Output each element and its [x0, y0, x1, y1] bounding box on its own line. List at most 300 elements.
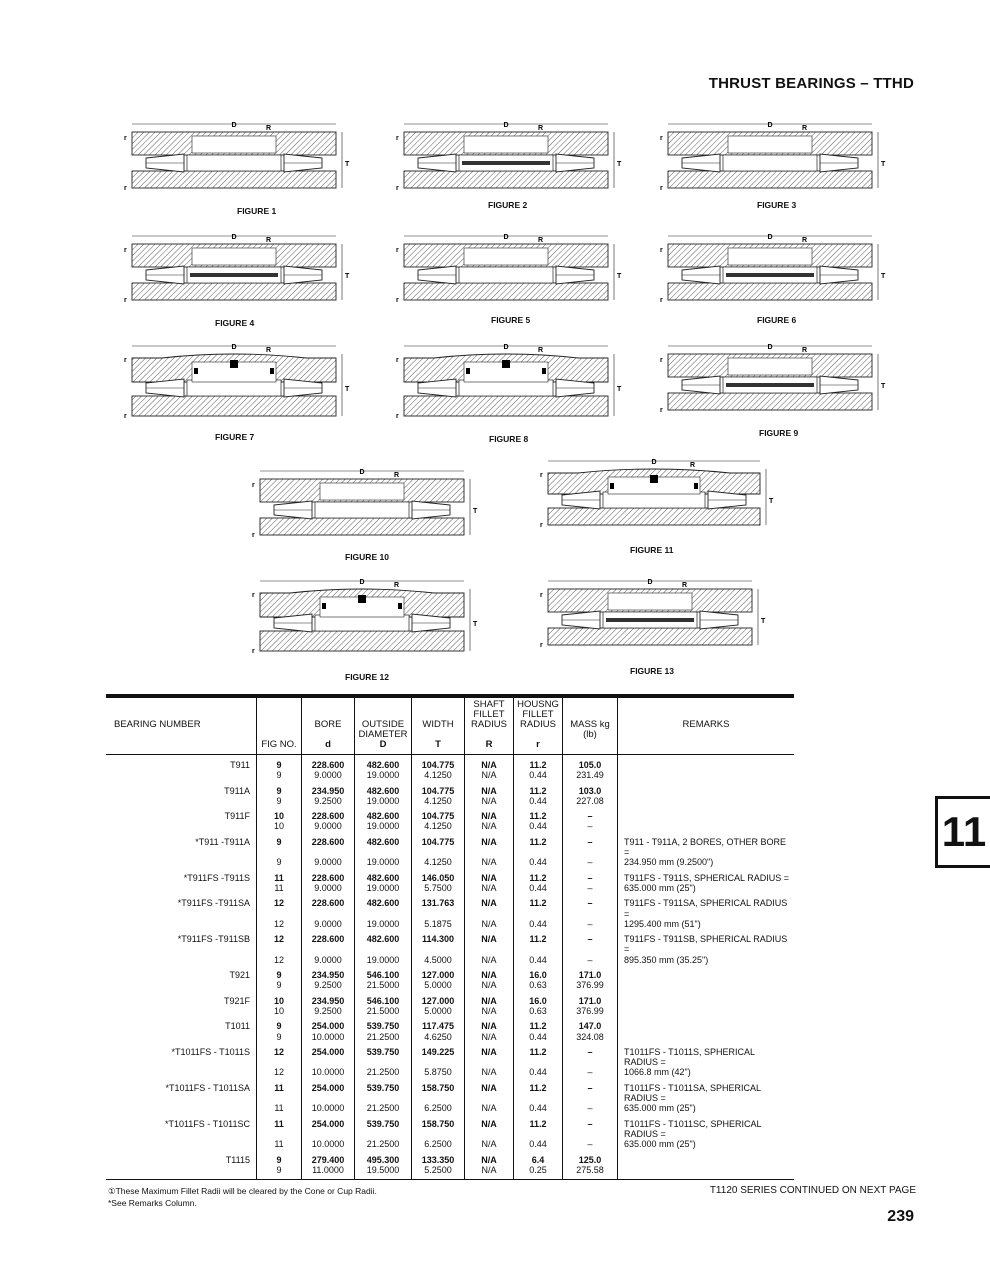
- svg-text:D: D: [503, 234, 509, 241]
- table-cell: 12: [257, 893, 302, 919]
- table-cell: N/A: [465, 796, 514, 806]
- bearing-figure-6: [654, 230, 886, 312]
- table-row-inch: [106, 821, 794, 831]
- table-cell: T921F: [223, 995, 250, 1006]
- svg-text:r: r: [124, 413, 127, 420]
- table-cell: 105.0: [563, 755, 618, 771]
- table-cell: 9: [257, 832, 302, 858]
- table-cell: T1011FS - T1011SC, SPHERICAL RADIUS =: [618, 1114, 795, 1140]
- bearing-drawing: [534, 455, 774, 537]
- figure-caption: FIGURE 6: [757, 315, 797, 325]
- table-cell: 1066.8 mm (42"): [618, 1067, 795, 1077]
- table-cell: 11.2: [514, 929, 563, 955]
- table-cell: 10: [257, 991, 302, 1006]
- table-cell: 21.2500: [355, 1067, 412, 1077]
- bearing-drawing: [118, 230, 350, 312]
- table-cell: 9.2500: [302, 1006, 355, 1016]
- table-cell: 0.63: [514, 980, 563, 990]
- table-cell: N/A: [465, 832, 514, 858]
- table-row: [106, 832, 794, 858]
- col-remarks: [618, 698, 795, 755]
- table-cell: 127.000: [412, 991, 465, 1006]
- table-cell: N/A: [465, 965, 514, 980]
- table-cell: N/A: [465, 781, 514, 796]
- table-cell: 228.600: [302, 806, 355, 821]
- table-cell: 546.100: [355, 965, 412, 980]
- table-cell: [106, 1139, 257, 1149]
- table-cell: 11: [257, 868, 302, 883]
- table-cell: T1011FS - T1011SA, SPHERICAL RADIUS =: [618, 1078, 795, 1104]
- table-cell: N/A: [465, 1139, 514, 1149]
- svg-text:r: r: [660, 407, 663, 414]
- table-cell: 9.0000: [302, 821, 355, 831]
- table-cell: N/A: [465, 806, 514, 821]
- svg-text:r: r: [124, 247, 127, 254]
- table-cell: 376.99: [563, 1006, 618, 1016]
- table-cell: *T1011FS - T1011S: [171, 1046, 250, 1057]
- table-cell: –: [563, 883, 618, 893]
- table-cell: T911F: [224, 811, 250, 822]
- bearing-figure-2: [390, 118, 622, 200]
- svg-text:T: T: [345, 273, 350, 280]
- table-cell: [618, 770, 795, 780]
- table-cell: [618, 806, 795, 821]
- table-cell: *T911FS -T911SA: [177, 898, 250, 909]
- table-cell: –: [563, 821, 618, 831]
- table-cell: N/A: [465, 1042, 514, 1068]
- table-cell: [106, 919, 257, 929]
- table-cell: 104.775: [412, 781, 465, 796]
- table-cell: [618, 755, 795, 771]
- table-cell: 11: [257, 883, 302, 893]
- svg-text:r: r: [660, 357, 663, 364]
- table-cell: 4.1250: [412, 821, 465, 831]
- table-cell: [106, 821, 257, 831]
- bearing-drawing: [654, 230, 886, 312]
- table-cell: N/A: [465, 857, 514, 867]
- bearing-drawing: [390, 230, 622, 312]
- table-cell: 0.44: [514, 796, 563, 806]
- table-cell: N/A: [465, 1006, 514, 1016]
- table-cell: [618, 1006, 795, 1016]
- table-cell: 9.2500: [302, 980, 355, 990]
- bearing-drawing: [118, 118, 350, 200]
- table-cell: [106, 770, 257, 780]
- bearing-drawing: [390, 118, 622, 200]
- bearing-figure-10: [246, 465, 478, 547]
- table-cell: 11.2: [514, 806, 563, 821]
- table-cell: 12: [257, 955, 302, 965]
- table-cell: 146.050: [412, 868, 465, 883]
- table-cell: –: [563, 1042, 618, 1068]
- table-cell: 635.000 mm (25"): [618, 1103, 795, 1113]
- table-cell: 104.775: [412, 755, 465, 771]
- table-cell: –: [563, 1103, 618, 1113]
- table-cell: [618, 1150, 795, 1165]
- table-cell: 0.44: [514, 883, 563, 893]
- page-number: 239: [887, 1208, 914, 1225]
- table-cell: –: [563, 929, 618, 955]
- table-cell: 6.2500: [412, 1103, 465, 1113]
- table-cell: 495.300: [355, 1150, 412, 1165]
- svg-text:R: R: [682, 582, 688, 589]
- table-row: [106, 868, 794, 883]
- figure-caption: FIGURE 4: [215, 318, 255, 328]
- table-cell: –: [563, 1114, 618, 1140]
- table-row-inch: [106, 883, 794, 893]
- table-cell: 228.600: [302, 868, 355, 883]
- svg-text:r: r: [396, 357, 399, 364]
- table-row-inch: [106, 1103, 794, 1113]
- table-cell: 19.0000: [355, 883, 412, 893]
- table-cell: 254.000: [302, 1016, 355, 1031]
- footnote-fillet: ①These Maximum Fillet Radii will be cleared by the Cone or Cup Radii.: [108, 1186, 377, 1196]
- section-tab[interactable]: 11: [935, 796, 990, 868]
- table-cell: 0.44: [514, 857, 563, 867]
- table-cell: 0.44: [514, 1103, 563, 1113]
- table-cell: N/A: [465, 929, 514, 955]
- table-cell: 11: [257, 1114, 302, 1140]
- continued-note: T1120 SERIES CONTINUED ON NEXT PAGE: [709, 1185, 916, 1196]
- svg-text:T: T: [881, 273, 886, 280]
- table-cell: 228.600: [302, 832, 355, 858]
- svg-text:T: T: [761, 618, 766, 625]
- table-row: [106, 1078, 794, 1104]
- table-cell: 10: [257, 806, 302, 821]
- table-cell: –: [563, 1067, 618, 1077]
- table-row-inch: [106, 919, 794, 929]
- table-cell: 11.2: [514, 1114, 563, 1140]
- table-row-inch: [106, 980, 794, 990]
- table-cell: 6.4: [514, 1150, 563, 1165]
- table-cell: 9.0000: [302, 955, 355, 965]
- table-cell: –: [563, 1078, 618, 1104]
- table-cell: 234.950 mm (9.2500"): [618, 857, 795, 867]
- figure-caption: FIGURE 5: [491, 315, 531, 325]
- col-bore-symbol: d: [325, 739, 331, 750]
- table-cell: 9.2500: [302, 796, 355, 806]
- svg-text:R: R: [394, 472, 400, 479]
- table-cell: 1295.400 mm (51"): [618, 919, 795, 929]
- table-cell: *T911FS -T911SB: [177, 934, 250, 945]
- table-cell: 635.000 mm (25"): [618, 883, 795, 893]
- svg-text:T: T: [345, 386, 350, 393]
- table-cell: N/A: [465, 1067, 514, 1077]
- col-shaft: [465, 698, 514, 755]
- table-cell: 279.400: [302, 1150, 355, 1165]
- svg-text:T: T: [617, 161, 622, 168]
- table-cell: 482.600: [355, 781, 412, 796]
- table-cell: [618, 781, 795, 796]
- bearing-figure-9: [654, 340, 886, 422]
- table-cell: 104.775: [412, 806, 465, 821]
- table-cell: 5.0000: [412, 1006, 465, 1016]
- svg-text:D: D: [359, 469, 365, 476]
- table-cell: 234.950: [302, 991, 355, 1006]
- table-cell: 19.0000: [355, 821, 412, 831]
- col-width: [412, 698, 465, 755]
- table-row: [106, 1016, 794, 1031]
- svg-text:r: r: [252, 532, 255, 539]
- table-cell: –: [563, 868, 618, 883]
- table-cell: 12: [257, 929, 302, 955]
- table-cell: 5.8750: [412, 1067, 465, 1077]
- svg-text:D: D: [359, 579, 365, 586]
- table-cell: 9: [257, 755, 302, 771]
- col-shaft-symbol: R: [485, 739, 493, 750]
- table-cell: [106, 955, 257, 965]
- table-cell: 11.2: [514, 1078, 563, 1104]
- table-cell: 482.600: [355, 755, 412, 771]
- bearing-figure-13: [534, 575, 766, 657]
- svg-text:D: D: [647, 579, 653, 586]
- table-row-inch: [106, 1006, 794, 1016]
- col-od-label: OUTSIDE DIAMETER: [358, 719, 408, 740]
- table-cell: 131.763: [412, 893, 465, 919]
- table-cell: 19.0000: [355, 955, 412, 965]
- table-cell: *T911FS -T911S: [183, 872, 250, 883]
- table-cell: [106, 1067, 257, 1077]
- svg-text:T: T: [881, 383, 886, 390]
- table-cell: 0.44: [514, 919, 563, 929]
- table-row-inch: [106, 796, 794, 806]
- table-cell: 228.600: [302, 755, 355, 771]
- table-cell: [618, 965, 795, 980]
- figure-caption: FIGURE 11: [630, 545, 674, 555]
- table-cell: 19.0000: [355, 919, 412, 929]
- table-cell: 21.5000: [355, 980, 412, 990]
- table-cell: N/A: [465, 1103, 514, 1113]
- table-cell: 0.44: [514, 955, 563, 965]
- table-cell: 4.5000: [412, 955, 465, 965]
- table-cell: T1011FS - T1011S, SPHERICAL RADIUS =: [618, 1042, 795, 1068]
- svg-text:R: R: [538, 237, 544, 244]
- table-cell: 9: [257, 965, 302, 980]
- table-cell: 103.0: [563, 781, 618, 796]
- table-cell: N/A: [465, 1016, 514, 1031]
- bearing-figure-7: [118, 340, 350, 428]
- col-width-symbol: T: [435, 739, 441, 750]
- table-cell: 234.950: [302, 965, 355, 980]
- table-cell: 11.0000: [302, 1165, 355, 1180]
- col-mass-label: MASS kg (lb): [570, 719, 610, 740]
- table-cell: 104.775: [412, 832, 465, 858]
- table-cell: 0.44: [514, 821, 563, 831]
- table-cell: *T1011FS - T1011SA: [165, 1082, 250, 1093]
- table-cell: 9: [257, 796, 302, 806]
- col-fig: [257, 698, 302, 755]
- col-housing-label: HOUSNG FILLET RADIUS: [517, 699, 559, 730]
- table-cell: [618, 980, 795, 990]
- table-row: [106, 991, 794, 1006]
- svg-text:R: R: [266, 237, 272, 244]
- figure-caption: FIGURE 10: [345, 552, 389, 562]
- table-cell: *T911 -T911A: [195, 836, 250, 847]
- svg-text:T: T: [617, 273, 622, 280]
- table-cell: 0.44: [514, 770, 563, 780]
- table-cell: [618, 1032, 795, 1042]
- table-cell: 10.0000: [302, 1103, 355, 1113]
- table-cell: 9: [257, 770, 302, 780]
- table-cell: –: [563, 806, 618, 821]
- table-cell: 12: [257, 1067, 302, 1077]
- table-row: [106, 929, 794, 955]
- table-cell: 9.0000: [302, 857, 355, 867]
- table-cell: 11.2: [514, 893, 563, 919]
- bearing-drawing: [246, 465, 478, 547]
- table-cell: *T1011FS - T1011SC: [164, 1118, 250, 1129]
- footnote-remarks: *See Remarks Column.: [108, 1198, 197, 1208]
- svg-text:r: r: [124, 135, 127, 142]
- table-cell: 0.63: [514, 1006, 563, 1016]
- table-cell: 11.2: [514, 1042, 563, 1068]
- table-cell: 4.6250: [412, 1032, 465, 1042]
- figure-caption: FIGURE 8: [489, 434, 529, 444]
- svg-text:D: D: [231, 344, 237, 351]
- svg-text:D: D: [231, 122, 237, 129]
- table-cell: T911FS - T911S, SPHERICAL RADIUS =: [618, 868, 795, 883]
- table-cell: [106, 1103, 257, 1113]
- svg-text:R: R: [802, 347, 808, 354]
- table-cell: T1115: [225, 1154, 250, 1165]
- svg-text:T: T: [769, 498, 774, 505]
- table-cell: 21.2500: [355, 1103, 412, 1113]
- svg-text:r: r: [252, 592, 255, 599]
- page-title: THRUST BEARINGS – TTHD: [708, 75, 914, 92]
- svg-text:D: D: [767, 344, 773, 351]
- table-cell: 376.99: [563, 980, 618, 990]
- table-cell: N/A: [465, 755, 514, 771]
- table-cell: 9.0000: [302, 919, 355, 929]
- table-cell: 19.0000: [355, 770, 412, 780]
- col-housing: [514, 698, 563, 755]
- bearing-figure-5: [390, 230, 622, 312]
- table-cell: 227.08: [563, 796, 618, 806]
- table-cell: [106, 1165, 257, 1180]
- table-cell: 5.7500: [412, 883, 465, 893]
- table-row-inch: [106, 857, 794, 867]
- table-cell: 539.750: [355, 1042, 412, 1068]
- table-row-inch: [106, 1032, 794, 1042]
- table-cell: 546.100: [355, 991, 412, 1006]
- table-cell: 11: [257, 1139, 302, 1149]
- table-cell: N/A: [465, 1114, 514, 1140]
- svg-text:r: r: [252, 648, 255, 655]
- table-cell: N/A: [465, 919, 514, 929]
- table-cell: 4.1250: [412, 857, 465, 867]
- table-cell: 482.600: [355, 868, 412, 883]
- table-cell: 16.0: [514, 965, 563, 980]
- svg-text:r: r: [124, 357, 127, 364]
- table-cell: 147.0: [563, 1016, 618, 1031]
- table-cell: 254.000: [302, 1114, 355, 1140]
- svg-text:R: R: [394, 582, 400, 589]
- table-cell: 4.1250: [412, 796, 465, 806]
- table-cell: [618, 821, 795, 831]
- table-cell: 228.600: [302, 893, 355, 919]
- col-shaft-label: SHAFT FILLET RADIUS: [471, 699, 507, 730]
- table-cell: 11: [257, 1078, 302, 1104]
- col-width-label: WIDTH: [422, 719, 454, 730]
- bearing-drawing: [390, 340, 622, 428]
- table-cell: 12: [257, 1042, 302, 1068]
- table-cell: 19.0000: [355, 857, 412, 867]
- table-cell: N/A: [465, 955, 514, 965]
- table-cell: 9: [257, 1016, 302, 1031]
- svg-text:T: T: [617, 386, 622, 393]
- svg-text:r: r: [660, 135, 663, 142]
- table-cell: 324.08: [563, 1032, 618, 1042]
- svg-text:R: R: [690, 462, 696, 469]
- table-cell: 9: [257, 980, 302, 990]
- bearing-figure-4: [118, 230, 350, 312]
- figure-caption: FIGURE 12: [345, 672, 389, 682]
- bearing-drawing: [654, 340, 886, 422]
- table-cell: [618, 991, 795, 1006]
- bearing-drawing: [246, 575, 478, 663]
- figure-caption: FIGURE 1: [237, 206, 277, 216]
- table-cell: 117.475: [412, 1016, 465, 1031]
- table-cell: 482.600: [355, 832, 412, 858]
- table-row: [106, 965, 794, 980]
- table-cell: 0.44: [514, 1032, 563, 1042]
- table-cell: N/A: [465, 980, 514, 990]
- table-cell: 0.44: [514, 1067, 563, 1077]
- svg-text:T: T: [881, 161, 886, 168]
- svg-text:r: r: [396, 185, 399, 192]
- table-cell: [106, 1006, 257, 1016]
- svg-text:r: r: [396, 135, 399, 142]
- table-cell: 9: [257, 857, 302, 867]
- table-row-inch: [106, 955, 794, 965]
- table-cell: [106, 1032, 257, 1042]
- col-fig-label: FIG NO.: [261, 739, 297, 750]
- col-remarks-label: REMARKS: [682, 719, 730, 730]
- col-mass: [563, 698, 618, 755]
- svg-text:r: r: [396, 297, 399, 304]
- table-body: [106, 755, 794, 1180]
- table-row: [106, 1150, 794, 1165]
- table-cell: 254.000: [302, 1078, 355, 1104]
- bearing-figure-12: [246, 575, 478, 663]
- table-cell: 171.0: [563, 965, 618, 980]
- svg-text:R: R: [802, 125, 808, 132]
- table-cell: 127.000: [412, 965, 465, 980]
- table-row: [106, 806, 794, 821]
- table-cell: 11.2: [514, 832, 563, 858]
- figure-caption: FIGURE 9: [759, 428, 799, 438]
- svg-text:r: r: [540, 592, 543, 599]
- table-cell: 9: [257, 1165, 302, 1180]
- table-cell: N/A: [465, 770, 514, 780]
- table-cell: [106, 980, 257, 990]
- table-cell: 12: [257, 919, 302, 929]
- table-cell: 11.2: [514, 755, 563, 771]
- table-cell: 158.750: [412, 1078, 465, 1104]
- table-cell: 482.600: [355, 806, 412, 821]
- table-cell: [618, 796, 795, 806]
- table-cell: N/A: [465, 1165, 514, 1180]
- table-cell: 5.1875: [412, 919, 465, 929]
- svg-text:r: r: [660, 185, 663, 192]
- table-cell: T911 - T911A, 2 BORES, OTHER BORE =: [618, 832, 795, 858]
- bearing-drawing: [534, 575, 766, 657]
- table-cell: 895.350 mm (35.25"): [618, 955, 795, 965]
- col-od-symbol: D: [379, 739, 387, 750]
- table-row: [106, 1114, 794, 1140]
- col-bore: [302, 698, 355, 755]
- footnotes: [108, 1185, 377, 1209]
